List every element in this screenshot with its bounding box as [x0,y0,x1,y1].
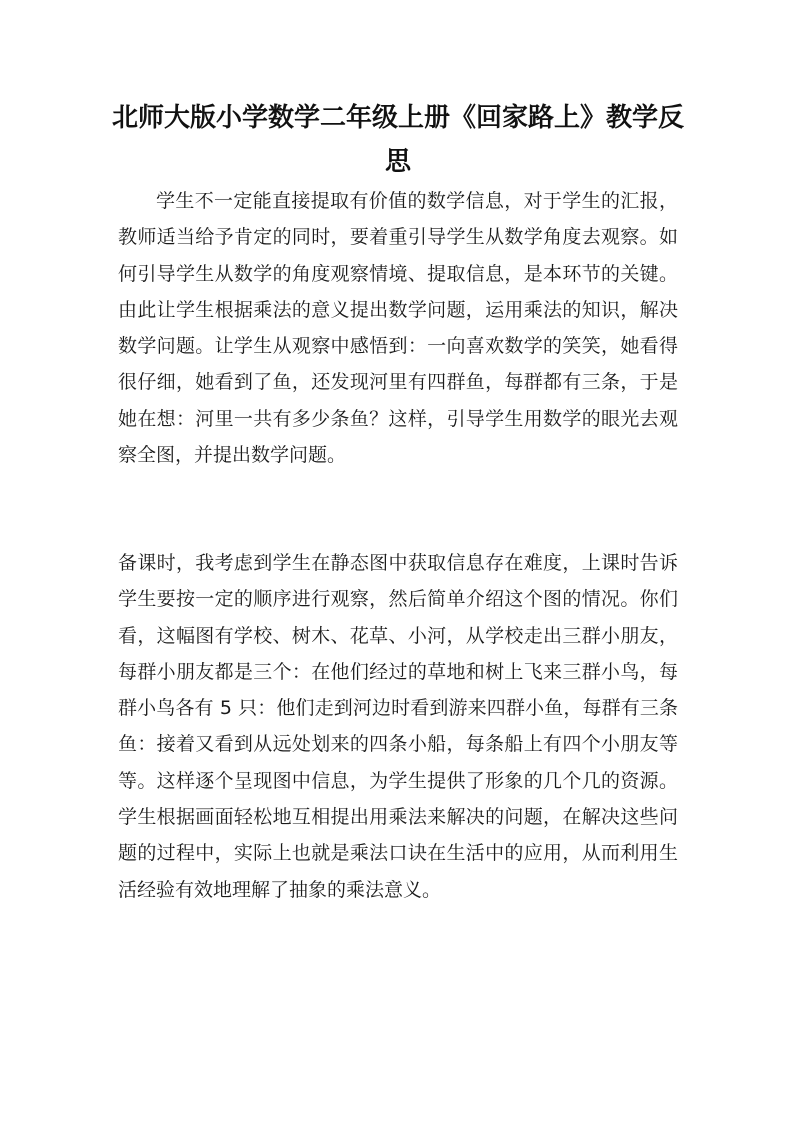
paragraph-1: 学生不一定能直接提取有价值的数学信息，对于学生的汇报，教师适当给予肯定的同时，要着重引导学生从数学角度去观察。如何引导学生从数学的角度观察情境、提取信息，是本环节的关键。由此让学生根据乘法的意义提出数学问题，运用乘法的知识，解决数学问题。让学生从观察中感悟到：一向喜欢数学的笑笑，她看得很仔细，她看到了鱼，还发现河里有四群鱼，每群都有三条，于是她在想：河里一共有多少条鱼？这样，引导学生用数学的眼光去观察全图，并提出数学问题。 [118,190,678,467]
document-title: 北师大版小学数学二年级上册《回家路上》教学反思 [111,103,684,177]
paragraph-2: 备课时，我考虑到学生在静态图中获取信息存在难度，上课时告诉学生要按一定的顺序进行观察，然后简单介绍这个图的情况。你们看，这幅图有学校、树木、花草、小河，从学校走出三群小朋友，每群小朋友都是三个：在他们经过的草地和树上飞来三群小鸟，每群小鸟各有 5 只：他们走到河边时看到游来四群小鱼，每群有三条鱼：接着又看到从远处划来的四条小船，每条船上有四个小朋友等等。这样逐个呈现图中信息，为学生提供了形象的几个几的资源。学生根据画面轻松地互相提出用乘法来解决的问题，在解决这些问题的过程中，实际上也就是乘法口诀在生活中的应用，从而利用生活经验有效地理解了抽象的乘法意义。 [118,552,678,901]
